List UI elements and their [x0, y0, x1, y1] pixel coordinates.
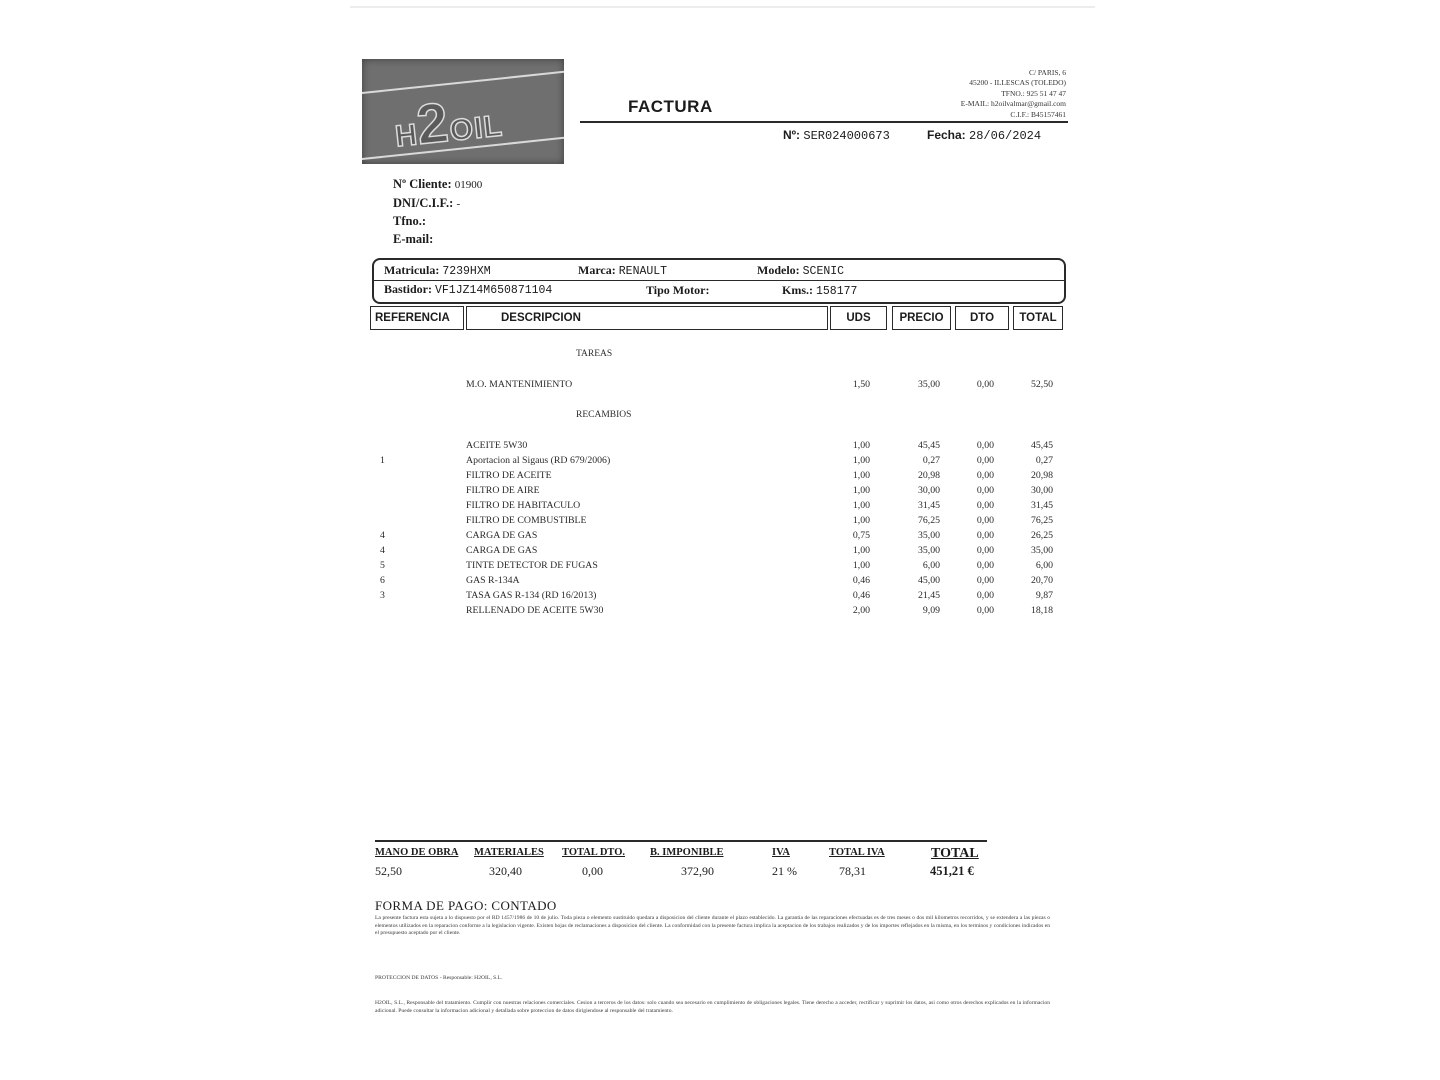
payment-method: FORMA DE PAGO: CONTADO — [375, 898, 557, 913]
item-precio: 9,09 — [922, 605, 940, 616]
item-total: 26,25 — [1030, 530, 1053, 541]
item-description: FILTRO DE AIRE — [466, 485, 540, 496]
item-dto: 0,00 — [976, 485, 994, 496]
header-precio: PRECIO — [892, 306, 951, 330]
logo-text: H2OIL — [393, 90, 505, 157]
total-label-iva: IVA — [772, 847, 790, 858]
item-uds: 1,00 — [852, 560, 870, 571]
header-dto: DTO — [955, 306, 1009, 330]
item-precio: 35,00 — [917, 530, 940, 541]
item-total: 31,45 — [1030, 500, 1053, 511]
invoice-date — [927, 128, 1041, 143]
invoice-number — [783, 128, 890, 143]
total-value-total-iva: 78,31 — [839, 864, 866, 878]
item-uds: 1,00 — [852, 500, 870, 511]
total-value-iva: 21 % — [772, 864, 797, 878]
client-block — [393, 176, 482, 248]
company-line: 45200 - ILLESCAS (TOLEDO) — [969, 78, 1066, 88]
item-dto: 0,00 — [976, 530, 994, 541]
invoice-number-value: SER024000673 — [803, 129, 890, 143]
total-value-mano-obra: 52,50 — [375, 864, 402, 878]
total-label-total-dto: TOTAL DTO. — [562, 847, 626, 858]
total-value-base: 372,90 — [681, 864, 714, 878]
vehicle-kms: Kms.: 158177 — [782, 283, 858, 298]
company-line: TFNO.: 925 51 47 47 — [1001, 88, 1066, 98]
item-total: 6,00 — [1035, 560, 1053, 571]
client-email-label: E-mail: — [393, 231, 434, 246]
item-uds: 1,00 — [852, 545, 870, 556]
item-precio: 76,25 — [917, 515, 940, 526]
item-dto: 0,00 — [976, 560, 994, 571]
item-total: 20,98 — [1030, 470, 1053, 481]
vehicle-vin: Bastidor: VF1JZ14M650871104 — [384, 282, 553, 297]
item-description: M.O. MANTENIMIENTO — [466, 379, 573, 390]
item-precio: 35,00 — [917, 379, 940, 390]
vehicle-plate: Matricula: 7239HXM — [384, 263, 491, 278]
item-precio: 21,45 — [917, 590, 940, 601]
item-ref: 6 — [380, 575, 385, 586]
item-ref: 4 — [380, 530, 385, 541]
data-protection-text: H2OIL, S.L., Responsable del tratamiento. Cumplir con nuestras relaciones comerciales. Cesion a terceros de los datos: solo cuando sea necesario en cumplimiento de obligaciones legales. Tiene derecho a acceder, rectificar y suprimir los datos, asi como otros derechos explicados en la informacion adicional. Puede consultar la informacion adicional y detallada sobre proteccion de datos dirigiendose al responsable del tratamiento. — [375, 1000, 1050, 1014]
vehicle-model: Modelo: SCENIC — [757, 263, 845, 278]
client-dni-value: - — [456, 197, 461, 210]
item-uds: 1,50 — [852, 379, 870, 390]
totals-rule — [375, 840, 987, 842]
item-precio: 0,27 — [922, 455, 940, 466]
item-dto: 0,00 — [976, 440, 994, 451]
item-precio: 45,45 — [917, 440, 940, 451]
item-uds: 0,46 — [852, 590, 870, 601]
item-uds: 2,00 — [852, 605, 870, 616]
header-referencia: REFERENCIA — [370, 306, 464, 330]
company-line: C/ PARIS, 6 — [1028, 68, 1066, 77]
total-value-total-dto: 0,00 — [582, 864, 603, 878]
item-dto: 0,00 — [976, 455, 994, 466]
total-label-total-iva: TOTAL IVA — [829, 847, 885, 858]
item-total: 45,45 — [1030, 440, 1053, 451]
item-description: RELLENADO DE ACEITE 5W30 — [466, 605, 604, 616]
title-rule — [580, 121, 1068, 123]
item-ref: 5 — [380, 560, 385, 571]
item-dto: 0,00 — [976, 575, 994, 586]
item-description: FILTRO DE COMBUSTIBLE — [466, 515, 587, 526]
total-label-total: TOTAL — [931, 846, 979, 861]
invoice-date-label: Fecha: — [927, 128, 966, 142]
item-description: CARGA DE GAS — [466, 530, 538, 541]
item-uds: 0,75 — [852, 530, 870, 541]
header-uds: UDS — [830, 306, 887, 330]
item-description: TINTE DETECTOR DE FUGAS — [466, 560, 598, 571]
item-uds: 1,00 — [852, 515, 870, 526]
item-precio: 35,00 — [917, 545, 940, 556]
item-description: CARGA DE GAS — [466, 545, 538, 556]
item-ref: 3 — [380, 590, 385, 601]
item-total: 35,00 — [1030, 545, 1053, 556]
paper-edge — [350, 6, 1095, 8]
header-total: TOTAL — [1013, 306, 1063, 330]
client-id-label: Nº Cliente: — [393, 177, 452, 191]
item-dto: 0,00 — [976, 470, 994, 481]
total-value-materiales: 320,40 — [489, 864, 522, 878]
item-uds: 1,00 — [852, 470, 870, 481]
item-precio: 20,98 — [917, 470, 940, 481]
section-recambios: RECAMBIOS — [576, 410, 632, 420]
item-dto: 0,00 — [976, 545, 994, 556]
item-precio: 30,00 — [917, 485, 940, 496]
item-dto: 0,00 — [976, 515, 994, 526]
item-total: 0,27 — [1035, 455, 1053, 466]
item-total: 9,87 — [1035, 590, 1053, 601]
client-phone-label: Tfno.: — [393, 214, 426, 228]
client-id-value: 01900 — [454, 179, 483, 191]
invoice-number-label: Nº: — [783, 128, 801, 142]
total-label-materiales: MATERIALES — [474, 847, 544, 858]
item-dto: 0,00 — [976, 590, 994, 601]
item-ref: 4 — [380, 545, 385, 556]
item-description: ACEITE 5W30 — [466, 440, 528, 451]
item-uds: 1,00 — [852, 440, 870, 451]
item-description: FILTRO DE HABITACULO — [466, 500, 581, 511]
item-description: TASA GAS R-134 (RD 16/2013) — [466, 590, 597, 601]
total-label-base: B. IMPONIBLE — [650, 847, 724, 858]
header-descripcion: DESCRIPCION — [466, 306, 828, 330]
section-tareas: TAREAS — [576, 349, 613, 359]
item-dto: 0,00 — [976, 500, 994, 511]
total-label-mano-obra: MANO DE OBRA — [375, 847, 459, 858]
item-total: 18,18 — [1030, 605, 1053, 616]
item-total: 76,25 — [1030, 515, 1053, 526]
item-ref: 1 — [380, 455, 385, 466]
item-precio: 45,00 — [917, 575, 940, 586]
client-dni-label: DNI/C.I.F.: — [393, 195, 454, 210]
item-dto: 0,00 — [976, 605, 994, 616]
item-description: GAS R-134A — [466, 575, 520, 586]
company-line: C.I.F.: B45157461 — [1010, 109, 1066, 119]
company-logo — [362, 59, 564, 164]
vehicle-engine: Tipo Motor: — [646, 283, 710, 297]
item-precio: 31,45 — [917, 500, 940, 511]
item-dto: 0,00 — [976, 379, 994, 390]
company-line: E-MAIL: h2oilvalmar@gmail.com — [960, 99, 1066, 109]
item-description: Aportacion al Sigaus (RD 679/2006) — [466, 455, 611, 466]
legal-terms: La presente factura esta sujeta a lo dispuesto por el RD 1457/1986 de 10 de julio. Toda pieza o elemento sustituido quedara a disposicion del cliente durante el plazo establecido. La garantia de las reparaciones efectuadas es de tres meses o dos mil kilometros recorridos, y se extendera a las piezas o elementos utilizados en la reparacion conforme a la legislacion vigente. Existen hojas de reclamaciones a disposicion del cliente. La conformidad con la presente factura implica la aceptacion de los trabajos realizados y de los importes reflejados en la misma, en los terminos y condiciones indicados en el presupuesto aceptado por el cliente. — [375, 915, 1050, 937]
item-total: 30,00 — [1030, 485, 1053, 496]
item-total: 20,70 — [1030, 575, 1053, 586]
company-address — [961, 68, 1066, 120]
item-precio: 6,00 — [922, 560, 940, 571]
item-uds: 0,46 — [852, 575, 870, 586]
document-title: FACTURA — [628, 97, 713, 116]
data-protection-heading: PROTECCION DE DATOS - Responsable: H2OIL, S.L. — [375, 975, 503, 981]
vehicle-brand: Marca: RENAULT — [578, 263, 668, 278]
item-uds: 1,00 — [852, 455, 870, 466]
item-total: 52,50 — [1030, 379, 1053, 390]
vehicle-box — [372, 258, 1066, 304]
total-value-total: 451,21 € — [930, 864, 974, 878]
item-description: FILTRO DE ACEITE — [466, 470, 552, 481]
item-uds: 1,00 — [852, 485, 870, 496]
invoice-date-value: 28/06/2024 — [969, 129, 1042, 143]
